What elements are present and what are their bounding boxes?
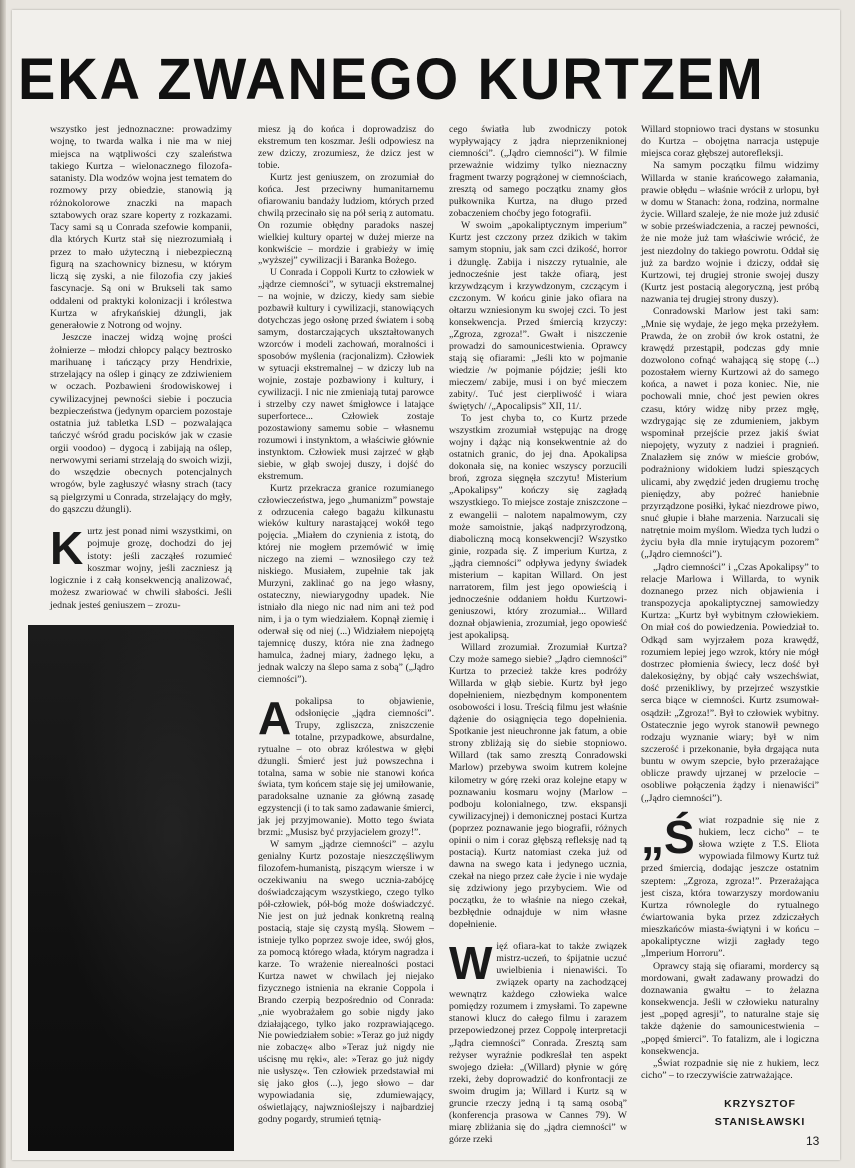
column-1 bbox=[50, 124, 232, 612]
paragraph: To jest chyba to, co Kurtz przede wszystkim zrozumiał wstępując na drogę wojny i dążąc nią konsekwentnie aż do ostatnich granic, do jej dna. Apokalipsa dokonała się, na koniec wszyscy porzucili broń, zgroza sięgnęła szczytu! Misterium „Apokalipsy” kończy się zagładą wszystkiego. To miejsce zostaje zniszczone – z ewangelii – nalotem napalmowym, czy może samoistnie, jakąś nadprzyrodzoną, diaboliczną mocą konsekwencji? Wszystko ginie, rozpada się. Z imperium Kurtza, z „jądra ciemności” odpływa jedyny świadek misterium – kapitan Willard. On jest narratorem, film jest jego opowieścią i jednocześnie oddaniem hołdu Kurtzowi-geniuszowi, który zrozumiał... Willard doznał objawienia, zrozumiał, jego opowieść jest apokalipsą. bbox=[449, 413, 627, 641]
paragraph-text: urtz jest ponad nimi wszystkimi, on pojmuje grozę, dochodzi do jej istoty: jeśli zacząłeś rozumieć koszmar wojny, jeśli zaczniesz ją logicznie i z całą konsekwencją analizować, możesz zwariować w chwili słabości. Jeśli jednak jesteś geniuszem – zrozu- bbox=[50, 526, 232, 611]
paragraph: wszystko jest jednoznaczne: prowadzimy wojnę, to twarda walka i nie ma w niej miejsca na wątpliwości czy szaleństwa takiego Kurtza – wielonacznego filozofa-satanisty. Dla wodzów wojna jest tematem do rozmowy przy obiedzie, stanowią ją różnokolorowe znaczki na mapach sztabowych oraz szare koperty z rozkazami. Tacy sami są u Conrada szefowie kompanii, dla których Kurtz stał się niezrozumiałą i przez to mało użyteczną i niebezpieczną figurą na szachownicy biznesu, w którym liczą się zyski, a nie filozofia czy jakieś fascynacje. Są oni w Brukseli tak samo oddaleni od praktyki kolonizacji i królestwa Kurtza w afrykańskiej dżungli, jak generałowie z Notrong od wojny. bbox=[50, 124, 232, 331]
paragraph: miesz ją do końca i doprowadzisz do ekstremum ten koszmar. Jeśli odpowiesz na zew dziczy, zrozumiesz, że dzicz jest w tobie. bbox=[258, 124, 434, 171]
paragraph bbox=[641, 810, 819, 961]
drop-cap: A bbox=[258, 691, 292, 744]
column-2 bbox=[258, 124, 434, 1126]
paragraph: Kurtz jest geniuszem, on zrozumiał do końca. Jest przeciwny humanitarnemu ofiarowaniu bandaży ludziom, których przed chwilą przecinało się na pół serią z automatu. On rozumie obłędny paradoks naszej wielkiej kultury opartej w dużej mierze na konkwiście – mordzie i grabieży w imię „wyższej” cywilizacji i Baranka Bożego. bbox=[258, 171, 434, 267]
paragraph: Jeszcze inaczej widzą wojnę prości żołnierze – młodzi chłopcy palący beztrosko marihuanę i tańczący przy Hendrixie, strzelający na oślep i ginący ze zdziwieniem w oczach. Pozbawieni środowiskowej i cywilizacyjnej pewności siebie i poczucia bezpieczeństwa (jedynym oparciem pozostaje ostatnia już tabletka LSD – pozwalająca tańczyć wśród gradu pocisków jak w czasie orgii voodoo) – dygocą i zabijają na oślep, nerwowymi seriami strzelają do swoich wizji, do wszędzie obecnych potencjalnych wrogów, byle zagłuszyć własny strach (tacy są pielgrzymi u Conrada, strzelający do mgły, do gąszczu dżungli). bbox=[50, 332, 232, 515]
author-first-name: KRZYSZTOF bbox=[724, 1098, 796, 1110]
paragraph: W swoim „apokaliptycznym imperium” Kurtz jest czczony przez dzikich w takim samym stopniu, jak sam czci dzikość, horror i dżunglę. Zabija i niszczy rytualnie, ale jednocześnie jest także ofiarą, jest krzywdzącym i krzywdzonym, czczącym i czczonym. W końcu ginie jako ofiara na ołtarzu wzniesionym ku swojej czci. To jest konsekwencja. Przed śmiercią krzyczy: „Zgroza, zgroza!”. Gwałt i niszczenie prowadzi do samounicestwienia. Oprawcy stają się ofiarami: „Jeśli kto w pojmanie wiedzie /w pojmanie pójdzie; jeśli kto mieczem/ zabije, musi i on być mieczem zabity/. Tuć jest cierpliwość i wiara świętych/ /„Apocalipsis” XII, 11/. bbox=[449, 220, 627, 413]
author-byline bbox=[700, 1095, 820, 1131]
photo bbox=[28, 625, 234, 1151]
paragraph: W samym „jądrze ciemności” – azylu genialny Kurtz pozostaje nieszczęśliwym filozofem-humanistą, piszącym wiersze i w oczekiwaniu na swego ucznia-zabójcę doświadczającym wszystkiego, czego tylko pół-człowiek, pół-bóg może doświadczyć. Nie jest on już jednak konkretną realną postacią, staje się czystą myślą. Słowem – istnieje tylko poprzez swoje idee, swój głos, za pomocą którego włada, którym nagradza i karze. To wrażenie nierealności postaci Kurtza nawet w chwilach jej niejako fizycznego istnienia na ekranie Coppola i Brando czerpią bezpośrednio od Conrada: „nie wyobrażałem go sobie nigdy jako działającego, tylko jako rozprawiającego. Nie powiedziałem sobie: »Teraz go już nigdy nie zobaczę« albo »Teraz już nigdy nie uścisnę mu ręki«, ale: »Teraz go już nigdy nie usłyszę«. Ten człowiek przedstawiał mi się jako głos (...), jego słowo – dar wypowiadania się, zdumiewający, oświetlający, najwznioślejszy i najbardziej godny pogardy, strumień tętnią- bbox=[258, 839, 434, 1126]
author-last-name: STANISŁAWSKI bbox=[714, 1116, 806, 1128]
paragraph: Willard stopniowo traci dystans w stosunku do Kurtza – obojętna narracja ustępuje miejsca coraz głębszej autorefleksji. bbox=[641, 124, 819, 160]
paragraph: Conradowski Marlow jest taki sam: „Mnie się wydaje, że jego męka przeżyłem. Prawda, że on zrobił ów krok ostatni, że krawędź przestąpił, podczas gdy mnie dozwolono cofnąć wahającą się stopę (...) pozostałem wierny Kurtzowi aż do samego końca, a nawet i poza koniec. Nie, nie pochowali mnie, choć jest pewien okres czasu, który widzę niby przez mgłę, wzdrygając się ze zdumieniem, jakbym wspominał przejście przez jakiś świat niepojęty, wyzuty z nadziei i pragnień. Znalazłem się znów w mieście grobów, podrażniony widokiem ludzi spieszących ulicami, aby zwędzić jeden drugiemu trochę pieniędzy, aby pożreć haniebnie przyrządzone posiłki, łykać niezdrowe piwo, snuć głupie i błahe marzenia. Narzucali się natrętnie moim myślom. Wiedza tych ludzi o życiu była dla mnie irytującym pozorem” („Jądro ciemności”). bbox=[641, 306, 819, 561]
paragraph: Kurtz przekracza granice rozumianego człowieczeństwa, jego „humanizm” powstaje z odrzucenia całego bagażu kilkunastu wieków kultury narastającej wokół tego pojęcia. „Miałem do czynienia z istotą, do której nie mogłem przemówić w imię niczego na ziemi – wznosiłego czy też niskiego. Musiałem, zupełnie tak jak Murzyni, zaklinać go na jego własny, ostateczny, niewiarygodny upadek. Nie istniało dla niego nic nad nim ani też pod nim, i ja o tym wiedziałem. Kopnął ziemię i oderwał się od niej (...) Widziałem niepojętą tajemnicę duszy, która nie zna żadnego hamulca, żadnej miary, żadnego lęku, a jednak walczy na ślepo sama z sobą” („Jądro ciemności”). bbox=[258, 482, 434, 685]
column-4 bbox=[641, 124, 819, 1082]
headline: EKA ZWANEGO KURTZEM bbox=[18, 47, 765, 112]
column-3 bbox=[449, 124, 627, 1146]
paragraph: cego światła lub zwodniczy potok wypływający z jądra nieprzeniknionej ciemności”. („Jądro ciemności”). W filmie przeważnie widzimy tylko nieznaczny fragment twarzy pogrążonej w ciemnościach, zresztą od samego początku znamy głos pułkownika Kurtza, na długo przed zobaczeniem choćby jego fotografii. bbox=[449, 124, 627, 220]
paragraph: Oprawcy stają się ofiarami, mordercy są mordowani, gwałt zadawany prowadzi do doznawania gwałtu – to żelazna konsekwencja. Jeśli w człowieku naturalny jest „popęd agresji”, to naturalne staje się także dążenie do samounicestwienia – „popęd śmierci”. To fatalizm, ale i logiczna konsekwencja. bbox=[641, 960, 819, 1057]
paragraph-text: pokalipsa to objawienie, odsłonięcie „jądra ciemności”. Trupy, zgliszcza, zniszczenie totalne, przypadkowe, absurdalne, rytualne – oto obraz królestwa w głębi dżungli. Śmierć jest już powszechna i totalna, sama w sobie nie stanowi końca świata, tym końcem staje się jej umiłowanie, paradoksalne uznanie za główną zasadę egzystencji (i to tak samo zadawanie śmierci, jak jej przyjmowanie). Motto tego świata brzmi: „Musisz być przyjacielem grozy!”. bbox=[258, 695, 434, 839]
paragraph: U Conrada i Coppoli Kurtz to człowiek w „jądrze ciemności”, w sytuacji ekstremalnej – na wojnie, w dziczy, kiedy sam siebie pozbawił kultury i cywilizacji, stanowiących dotychczas jego osłonę przed światem i sobą samym, dostarczających ukształtowanych wzorców i modeli zachowań, moralności i sposobów myślenia (racjonalizm). Człowiek w sytuacji ekstremalnej – w dziczy lub na wojnie, zostaje pozbawiony i kultury, i cywilizacji. I nic nie zmieniają tutaj parowce i strzelby czy nawet śmigłowce i latające superfortece... Człowiek zostaje pozostawiony samemu sobie – własnemu rozumowi i instynktom, a właściwie głównie instynktom. Człowiek musi zajrzeć w głąb siebie, w głąb swojej duszy, i dojść do ekstremum. bbox=[258, 267, 434, 482]
paragraph: Willard zrozumiał. Zrozumiał Kurtza? Czy może samego siebie? „Jądro ciemności” Kurtza to przecież także kres podróży Willarda w głąb siebie. Kurtz był jego dopełnieniem, niezbędnym komponentem osobowości i losu. Treścią filmu jest właśnie dążenie do osiągnięcia tego dopełnienia. Spotkanie jest nieuchronne jak fatum, a obie strony zbliżają się do siebie stopniowo. Willard (tak samo zresztą Conradowski Marlow) przebywa swoim kutrem kolejne kilometry w górę rzeki oraz kolejne etapy w poznawaniu kosmaru wojny (Marlow – podboju kolonialnego, tzw. ekspansji cywilizacyjnej) i demonicznej postaci Kurtza (poprzez poznawanie jego biografii, różnych opinii o nim i coraz głębszą refleksję nad tą postacią). Kurtz natomiast czeka już od dawna na swego kata i jedynego ucznia, czekał na niego przez całe życie i nie wydaje się zdziwiony jego przybyciem. Wie od początku, że to właśnie na niego czekał, bezbłędnie odnajduje w nim własne dopełnienie. bbox=[449, 642, 627, 931]
paragraph: Na samym początku filmu widzimy Willarda w stanie krańcowego załamania, prawie obłędu – właśnie wrócił z urlopu, był w domu w Stanach: żona, rodzina, normalne życie. Willard szaleje, że nie może już zdusić w sobie przeświadczenia, a raczej pewności, że nie może już tam właściwie wrócić, że jest niezdolny do takiego powrotu. Oddał się już za bardzo wojnie i dziczy, oddał się Kurtzowi, tej drugiej stronie swojej duszy (Kurtz jest postacią alegoryczną, jest próbą nazwania tej drugiej strony duszy). bbox=[641, 160, 819, 306]
paragraph bbox=[50, 522, 232, 612]
page-number: 13 bbox=[806, 1134, 820, 1148]
paragraph bbox=[449, 937, 627, 1146]
drop-cap: K bbox=[50, 522, 84, 574]
drop-cap: W bbox=[449, 937, 493, 990]
paragraph-text: ięź ofiara-kat to także związek mistrz-uczeń, to śpijatnie uczuć uwielbienia i nienawiści. To związek oparty na zachodzącej wewnątrz każdego człowieka walce pomiędzy rozumem i zmysłami. To zapewne stanowi klucz do całego filmu i zarazem przepowiedzonej przez Coppolę interpretacji „Jądra ciemności” Conrada. Zresztą sam reżyser wyraźnie podkreślał ten aspekt swojego dzieła: „(Willard) płynie w górę rzeki, żeby doprowadzić do konfrontacji ze swoim drugim ja; Willard i Kurtz są w gruncie rzeczy jedną i tą samą osobą” (konferencja prasowa w Cannes 79). W miarę zbliżania się do „jądra ciemności” w górze rzeki bbox=[449, 941, 627, 1145]
paragraph: „Świat rozpadnie się nie z hukiem, lecz cicho” – to rzeczywiście zatrważające. bbox=[641, 1057, 819, 1082]
drop-cap: „Ś bbox=[641, 810, 695, 863]
paragraph: „Jądro ciemności” i „Czas Apokalipsy” to relacje Marlowa i Willarda, to wynik doznanego przez nich objawienia i transpozycja apokaliptycznej samowiedzy Kurtza: „Kurtz był wybitnym człowiekiem. On miał coś do powiedzenia. Powiedział to. Odkąd sam wyjrzałem poza krawędź, rozumiem lepiej jego wzrok, który nie mógł dostrzec płomienia świecy, lecz dość był dalekosiężny, by objąć cały wszechświat, dość przenikliwy, by przejrzeć wszystkie serca biące w ciemności. Kurtz zsumował-osądził: „Zgroza!”. Był to człowiek wybitny. Ostatecznie jego wyrok stanowił pewnego rodzaju wyznanie wiary; był w nim szczerość i przekonanie, była drgająca nuta buntu w owym szepcie, było przerażające oblicze prawdy ujrzanej w przelocie – osobliwe połączenia żądzy i nienawiści” („Jądro ciemności”). bbox=[641, 561, 819, 804]
paragraph-text: wiat rozpadnie się nie z hukiem, lecz cicho” – te słowa wzięte z T.S. Eliota wypowiada filmowy Kurtz tuż przed śmiercią, dodając jeszcze ostatnim szeptem: „Zgroza, zgroza!”. Przerażająca jest cisza, która towarzyszy mordowaniu Kurtza równolegle do rytualnego ćwiartowania byka przez zdziczałych mieszkańców miasta-świątyni i w końcu – apokaliptyczne wizji zagłady tego „Imperium Horroru”. bbox=[641, 814, 819, 960]
binding-shadow bbox=[0, 0, 6, 1168]
paragraph bbox=[258, 691, 434, 839]
